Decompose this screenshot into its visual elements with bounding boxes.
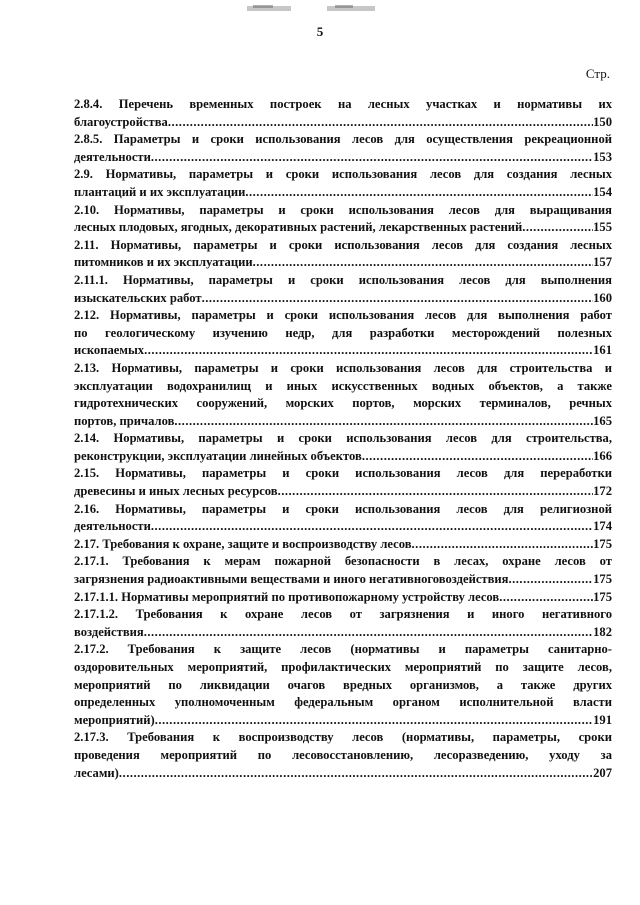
toc-page-number: 154 — [593, 184, 612, 199]
toc-entry-line: 2.14. Нормативы, параметры и сроки использования лесов для строительства, — [74, 431, 612, 446]
toc-entry — [74, 606, 612, 641]
toc-entry-last-line — [74, 765, 612, 783]
toc-page-number: 157 — [593, 255, 612, 270]
toc-entry-last-line — [74, 413, 612, 431]
toc-entry-line: оздоровительных мероприятий, профилактических мероприятий по защите лесов, — [74, 660, 612, 674]
toc-page-number: 155 — [593, 220, 612, 235]
toc-entry-line: 2.8.4. Перечень временных построек на лесных участках и нормативы их — [74, 97, 612, 111]
table-of-contents — [74, 96, 612, 782]
toc-entry-last-line — [74, 518, 612, 536]
toc-entry-last-line — [74, 219, 612, 237]
dot-leader — [174, 413, 593, 431]
toc-entry-line: мероприятий по ликвидации очагов вредных организмов, а также других — [74, 677, 612, 692]
toc-entry — [74, 131, 612, 166]
toc-entry-line: 2.17.3. Требования к воспроизводству лесов (нормативы, параметры, сроки — [74, 730, 612, 745]
toc-entry — [74, 641, 612, 729]
dot-leader — [278, 483, 594, 501]
dot-leader — [119, 765, 593, 783]
toc-page-number: 175 — [593, 589, 612, 604]
toc-entry-line: 2.15. Нормативы, параметры и сроки использования лесов для переработки — [74, 466, 612, 481]
toc-entry-title-end: плантаций и их эксплуатации — [74, 184, 246, 199]
toc-entry-last-line — [74, 712, 612, 730]
toc-entry-title-end: изыскательских работ — [74, 290, 202, 305]
toc-entry-line: 2.16. Нормативы, параметры и сроки использования лесов для религиозной — [74, 501, 612, 516]
toc-page-number: 175 — [593, 572, 612, 587]
toc-entry-line: по геологическому изучению недр, для разработки месторождений полезных — [74, 325, 612, 340]
toc-page-number: 153 — [593, 149, 612, 164]
toc-page-number: 172 — [593, 484, 612, 499]
toc-entry-title-end: ископаемых — [74, 343, 145, 358]
toc-entry-last-line — [74, 114, 612, 132]
dot-leader — [412, 536, 594, 554]
toc-entry — [74, 465, 612, 500]
toc-page-number: 165 — [593, 413, 612, 428]
page-number: 5 — [316, 24, 324, 39]
toc-entry-title-end: питомников и их эксплуатации — [74, 255, 253, 270]
toc-entry-title-end: деятельности — [74, 149, 151, 164]
dot-leader — [151, 149, 593, 167]
toc-entry — [74, 589, 612, 607]
toc-entry — [74, 166, 612, 201]
dot-leader — [522, 219, 593, 237]
toc-entry — [74, 237, 612, 272]
toc-entry — [74, 307, 612, 360]
toc-entry-title-end: мероприятий) — [74, 712, 155, 727]
toc-page-number: 175 — [593, 536, 612, 551]
toc-page-number: 191 — [593, 712, 612, 727]
toc-entry-last-line — [74, 589, 612, 607]
toc-entry-last-line — [74, 624, 612, 642]
toc-entry-line: эксплуатации водохранилищ и иных искусственных водных объектов, а также — [74, 378, 612, 393]
dot-leader — [499, 589, 593, 607]
toc-page-number: 150 — [593, 114, 612, 129]
toc-page-number: 161 — [593, 343, 612, 358]
page-column-label: Стр. — [585, 66, 610, 81]
toc-entry-title-end: портов, причалов — [74, 413, 175, 428]
toc-entry-title-end: благоустройства — [74, 114, 168, 129]
toc-entry-line: 2.17.1. Требования к мерам пожарной безопасности в лесах, охране лесов от — [74, 554, 612, 569]
toc-entry-last-line — [74, 149, 612, 167]
toc-page-number: 166 — [593, 448, 612, 463]
toc-page-number: 207 — [593, 765, 612, 780]
toc-page-number: 160 — [593, 290, 612, 305]
toc-entry-line: 2.13. Нормативы, параметры и сроки использования лесов для строительства и — [74, 360, 612, 375]
toc-entry — [74, 272, 612, 307]
dot-leader — [144, 624, 593, 642]
toc-entry-last-line — [74, 571, 612, 589]
toc-entry-line: определенных уполномоченным федеральным органом исполнительной власти — [74, 695, 612, 710]
toc-entry-title-end: древесины и иных лесных ресурсов — [74, 484, 278, 499]
toc-entry-last-line — [74, 290, 612, 308]
toc-entry-line: 2.12. Нормативы, параметры и сроки использования лесов для выполнения работ — [74, 308, 612, 323]
toc-entry-title-end: 2.17. Требования к охране, защите и воспроизводству лесов — [74, 536, 412, 551]
toc-entry-title-end: загрязнения радиоактивными веществами и иного негативноговоздействия — [74, 572, 509, 587]
toc-entry-line: проведения мероприятий по лесовосстановлению, лесоразведению, уходу за — [74, 747, 612, 762]
toc-entry-line: 2.9. Нормативы, параметры и сроки использования лесов для создания лесных — [74, 167, 612, 182]
dot-leader — [508, 571, 593, 589]
dot-leader — [245, 184, 593, 202]
toc-entry — [74, 729, 612, 782]
toc-entry-title-end: воздействия — [74, 624, 144, 639]
scan-artifact-marks — [245, 4, 385, 14]
dot-leader — [362, 448, 593, 466]
toc-entry-line: гидротехнических сооружений, морских портов, морских терминалов, речных — [74, 396, 612, 411]
toc-entry-last-line — [74, 342, 612, 360]
toc-entry-line: 2.10. Нормативы, параметры и сроки использования лесов для выращивания — [74, 202, 612, 217]
toc-entry-title-end: 2.17.1.1. Нормативы мероприятий по противопожарному устройству лесов — [74, 589, 500, 604]
toc-entry — [74, 96, 612, 131]
toc-entry — [74, 430, 612, 465]
toc-entry-title-end: лесных плодовых, ягодных, декоративных растений, лекарственных растений — [74, 220, 523, 235]
toc-entry-title-end: реконструкции, эксплуатации линейных объектов — [74, 448, 362, 463]
toc-page-number: 174 — [593, 519, 612, 534]
toc-entry-line: 2.17.1.2. Требования к охране лесов от загрязнения и иного негативного — [74, 607, 612, 622]
dot-leader — [253, 254, 593, 272]
dot-leader — [151, 518, 593, 536]
toc-page-number: 182 — [593, 624, 612, 639]
toc-entry — [74, 536, 612, 554]
toc-entry-line: 2.17.2. Требования к защите лесов (нормативы и параметры санитарно- — [74, 642, 612, 657]
toc-entry-last-line — [74, 536, 612, 554]
toc-entry-title-end: лесами) — [74, 765, 119, 780]
toc-entry-line: 2.11.1. Нормативы, параметры и сроки использования лесов для выполнения — [74, 272, 612, 287]
toc-entry-last-line — [74, 448, 612, 466]
toc-entry-line: 2.11. Нормативы, параметры и сроки использования лесов для создания лесных — [74, 237, 612, 252]
dot-leader — [168, 114, 593, 132]
toc-entry — [74, 360, 612, 430]
toc-entry-last-line — [74, 184, 612, 202]
toc-entry-title-end: деятельности — [74, 519, 151, 534]
dot-leader — [144, 342, 593, 360]
toc-entry — [74, 501, 612, 536]
toc-entry-last-line — [74, 254, 612, 272]
toc-entry — [74, 553, 612, 588]
dot-leader — [155, 712, 593, 730]
toc-entry — [74, 202, 612, 237]
toc-entry-last-line — [74, 483, 612, 501]
dot-leader — [202, 290, 594, 308]
toc-entry-line: 2.8.5. Параметры и сроки использования лесов для осуществления рекреационной — [74, 132, 612, 147]
